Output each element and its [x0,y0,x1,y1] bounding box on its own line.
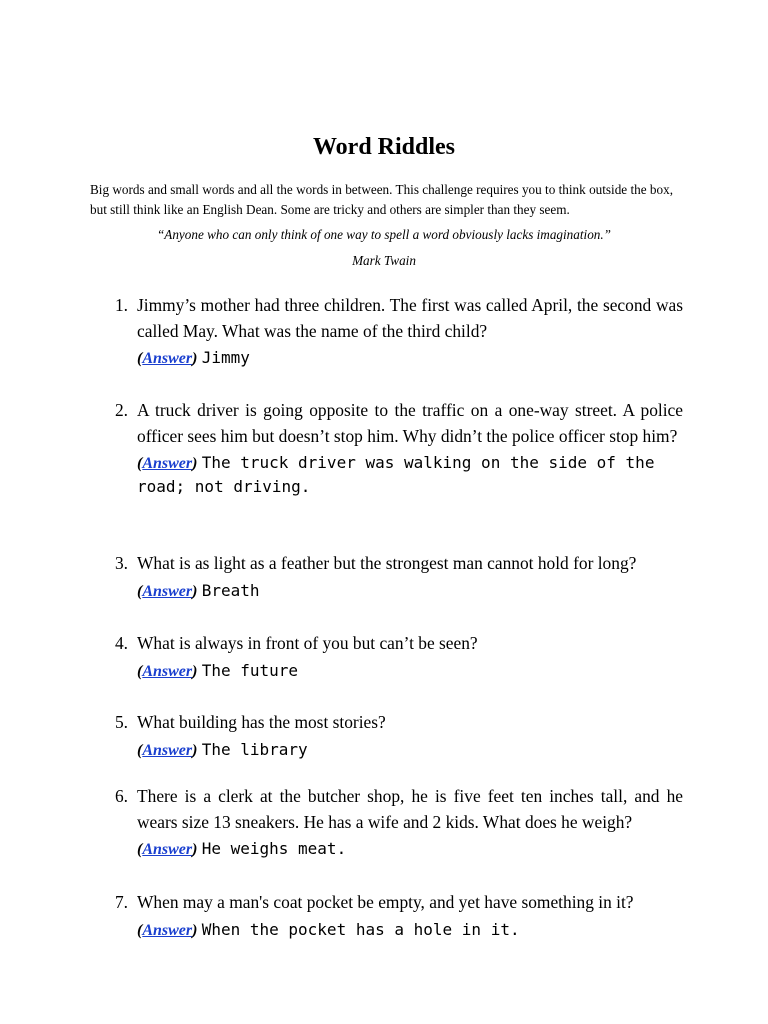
riddle-question: When may a man's coat pocket be empty, and yet have something in it? [137,892,634,912]
riddle-item [108,784,683,861]
riddle-question: What is as light as a feather but the strongest man cannot hold for long? [137,553,637,573]
answer-line [137,659,683,683]
answer-text: The truck driver was walking on the side of the road; not driving. [137,453,655,496]
riddle-number: 4. [114,633,128,653]
page-title: Word Riddles [312,134,456,160]
answer-label: (Answer) [137,455,198,472]
answer-link[interactable]: Answer [142,841,193,858]
riddle-question: A truck driver is going opposite to the traffic on a one-way street. A police officer sees him but doesn’t stop him. Why didn’t the police officer stop him? [137,400,683,446]
riddle-item [108,551,683,603]
answer-label: (Answer) [137,921,198,939]
riddle-item [108,710,683,762]
answer-line [137,918,683,942]
riddle-number: 2. [114,400,128,420]
intro-paragraph: Big words and small words and all the words in between. This challenge requires you to think outside the box, but still think like an English Dean. Some are tricky and others are simpler than they seem. [90,182,673,217]
epigraph-quote: “Anyone who can only think of one way to spell a word obviously lacks imagination.” [156,227,612,242]
answer-label: (Answer) [137,741,198,759]
answer-link[interactable]: Answer [142,921,193,939]
riddle-item [108,890,683,942]
riddle-number: 1. [114,295,128,315]
answer-line [137,451,683,498]
answer-text: When the pocket has a hole in it. [201,919,520,939]
answer-link[interactable]: Answer [142,582,193,600]
answer-label: (Answer) [137,662,198,680]
riddle-number: 6. [114,786,128,806]
answer-line [137,579,683,603]
answer-link[interactable]: Answer [142,741,193,759]
answer-text: Breath [201,580,260,600]
answer-link[interactable]: Answer [142,455,193,472]
answer-link[interactable]: Answer [142,662,193,680]
answer-label: (Answer) [137,350,198,367]
riddle-item [108,293,683,370]
answer-text: Jimmy [201,348,250,367]
riddle-number: 5. [114,712,128,732]
answer-label: (Answer) [137,582,198,600]
riddle-item [108,398,683,498]
riddle-question: What is always in front of you but can’t be seen? [137,633,478,653]
riddle-item [108,631,683,683]
riddle-number: 7. [114,892,128,912]
answer-line [137,837,683,861]
riddle-question: There is a clerk at the butcher shop, he is five feet ten inches tall, and he wears size 13 sneakers. He has a wife and 2 kids. What does he weigh? [137,786,683,832]
answer-text: He weighs meat. [201,839,347,858]
answer-line [137,346,683,370]
answer-text: The library [201,739,308,759]
answer-link[interactable]: Answer [142,350,193,367]
quote-author: Mark Twain [352,253,416,268]
answer-text: The future [201,660,299,680]
riddle-question: Jimmy’s mother had three children. The first was called April, the second was called May. What was the name of the third child? [137,295,683,341]
riddle-number: 3. [114,553,128,573]
answer-line [137,738,683,762]
answer-label: (Answer) [137,841,198,858]
riddle-question: What building has the most stories? [137,712,386,732]
